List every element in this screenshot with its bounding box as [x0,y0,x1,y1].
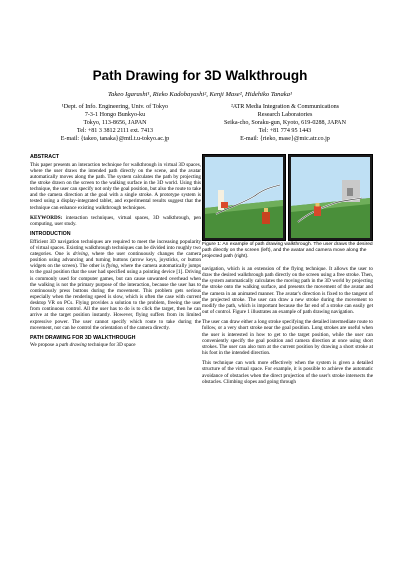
affiliation-line: Tel: +81 3 3812 2111 ext. 7413 [76,127,154,134]
affiliation-line: Tokyo, 113-8656, JAPAN [83,119,147,126]
emphasis-flying: flying [106,263,118,270]
affiliation-line: Research Laboratories [257,111,313,118]
author-list: Takeo Igarashi¹, Rieko Kadobayashi², Kenji Mase², Hidehiko Tanaka¹ [108,91,292,98]
affiliation-line: ¹Dept. of Info. Engineering, Univ. of Tokyo [61,104,169,110]
figure-1-illustration [202,154,373,241]
affiliation-line: ²ATR Media Integration & Communications [230,104,340,110]
affiliation-line: Tel: +81 774 95 1443 [258,127,312,134]
body-paragraph: The user can draw either a long stroke specifying the detailed intermediate route to follow, or a very short stroke near the goal position. Long strokes are useful when the user is interested in how to get to the target position, while the user can conveniently specify the goal position and camera direction at once using short strokes. The user can also turn at the current position by drawing a short stroke at his foot in the intended direction. [202,319,373,357]
affiliation-line: E-mail: {rieko, mase}@mic.atr.co.jp [240,135,330,142]
affiliation-right [200,104,370,144]
affiliation-line: Seika-cho, Soraku-gun, Kyoto, 619-0288, JAPAN [224,119,346,126]
introduction-heading: INTRODUCTION [30,231,71,238]
figure-1-caption: Figure 1: An example of path drawing walkthrough. The user draws the desired path directly on the screen (left), and the avatar and camera move along the projected path (right). [202,242,373,259]
text-span: , where the camera automatically jumps to the goal position that the user had specified using a pointing device [1]. Driving is commonly used for computer games, but can cause unwanted overhead when the walking is not the primary purpose of the interaction, because the user has to continuously press buttons during the movement. This problem gets serious especially when the rendering speed is slow, which is often the case with current desktop VR on PCs. Flying provides a solution to the problem, freeing the user from continuous control. All the user has to do is to click the target, then he can arrive at the target position instantly. However, flying suffers from its limited expressive power. The user cannot specify which route to take during the movement, nor can he control the orientation of the camera directly. [30,263,201,331]
affiliation-line: E-mail: {takeo, tanaka}@mtl.t.u-tokyo.ac.jp [60,135,170,142]
emphasis-path-drawing: path drawing [59,342,87,349]
keywords-text: interaction techniques, virtual spaces, 3D walkthrough, pen computing, user study. [30,214,201,227]
path-drawing-heading: PATH DRAWING FOR 3D WALKTHROUGH [30,334,136,341]
screenshot-right [289,155,373,241]
affiliation-line: 7-3-1 Hongo Bunkyo-ku [84,111,146,118]
left-column [30,154,201,353]
introduction-text [30,239,201,331]
screenshot-left [203,155,286,241]
text-span: Efficient 3D navigation techniques are required to meet the increasing popularity of virtual spaces. Existing walkthrough techniques can be divided into roughly two categories. One is [30,238,201,257]
body-paragraph: This technique can work more effectively when the system is given a detailed structure of the virtual space. For example, it is possible to achieve the automatic avoidance of obstacles when the direct projection of the user's stroke intersects the obstacles. Climbing slopes and going through [202,360,373,385]
path-drawing-text [30,342,201,348]
abstract-heading: ABSTRACT [30,154,60,160]
body-paragraph: navigation, which is an extension of the flying technique. It allows the user to draw the desired walkthrough path directly on the screen using a free stroke. Then, the system automatically calculates the moving path in the 3D world by projecting the stroke onto the walking surface, and presents the movement of the avatar and the camera in an animated manner. The avatar's direction is fixed to the tangent of the projected stroke. The user can draw a new stroke during the movement to modify the path, which is important because the far end of a stroke can easily get out of control. Figure 1 illustrates an example of path drawing navigation. [202,266,373,316]
paper-title: Path Drawing for 3D Walkthrough [92,68,308,83]
text-span: , where the user continuously changes the camera position using advancing and turning buttons (arrow keys, joysticks, or button widgets on the screen). The other is [30,250,201,270]
figure-1 [202,154,373,241]
text-span: We propose a [30,342,60,349]
text-span: technique for 3D space [86,342,136,349]
affiliation-left [30,104,200,144]
keywords-label: KEYWORDS: [30,214,63,221]
keywords [30,215,201,227]
abstract-text: This paper presents an interaction technique for walkthrough in virtual 3D spaces, where the user draws the intended path directly on the scene, and the avatar automatically moves along the path. The system calculates the path by projecting the stroke drawn on the screen to the walking surface in the 3D world. Using this technique, the user can specify not only the goal position, but also the route to take and the camera direction at the goal with a single stroke. A prototype system is tested using a display-integrated tablet, and experimental results suggest that the technique can enhance existing walkthrough techniques. [30,161,201,211]
right-column [202,154,373,389]
emphasis-driving: driving [72,250,88,257]
